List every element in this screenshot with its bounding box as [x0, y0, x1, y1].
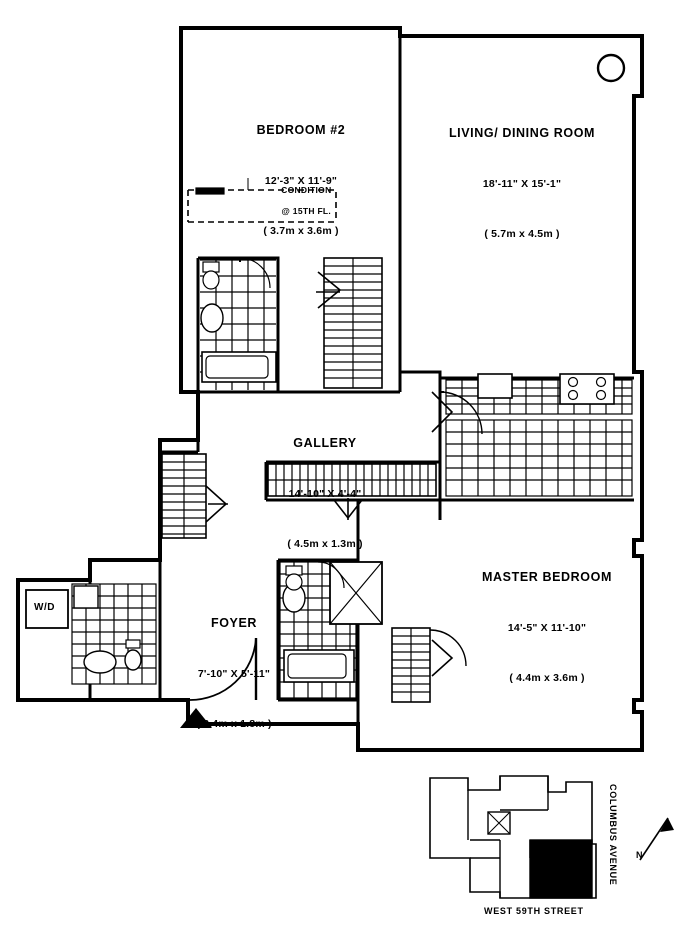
washer-dryer-label: W/D — [34, 602, 55, 613]
compass-arrow — [640, 818, 674, 860]
living-dining-dim-m: ( 5.7m x 4.5m ) — [484, 228, 560, 241]
room-label-gallery — [240, 398, 410, 589]
living-dining-dim-ft: 18'-11" X 15'-1" — [482, 178, 562, 191]
gallery-name: GALLERY — [293, 435, 357, 450]
living-dining-name: LIVING/ DINING ROOM — [448, 125, 596, 140]
foyer-dim-m: ( 2.4m x 1.8m ) — [196, 718, 272, 731]
foyer-name: FOYER — [210, 615, 258, 630]
room-label-foyer — [176, 578, 292, 769]
compass-north-label: N — [636, 850, 643, 860]
keymap-avenue-label: COLUMBUS AVENUE — [608, 784, 618, 886]
condition-note-line2: @ 15TH FL. — [281, 205, 332, 216]
keymap-street-label: WEST 59TH STREET — [484, 906, 584, 916]
master-bedroom-dim-ft: 14'-5" X 11'-10" — [507, 622, 587, 635]
bedroom2-name: BEDROOM #2 — [256, 122, 346, 137]
gallery-dim-ft: 14'-10" X 4'-4" — [288, 488, 362, 501]
kitchen-fixtures — [432, 374, 632, 496]
foyer-dim-ft: 7'-10" X 5'-11" — [197, 668, 271, 681]
master-bedroom-dim-m: ( 4.4m x 3.6m ) — [509, 672, 585, 685]
column-circle — [598, 55, 624, 81]
room-label-living-dining — [422, 88, 622, 279]
foyer-closet-hatch — [162, 454, 206, 538]
bedroom2-dim-ft: 12'-3" X 11'-9" — [264, 175, 338, 188]
bedroom2-dim-m: ( 3.7m x 3.6m ) — [263, 225, 339, 238]
master-bedroom-name: MASTER BEDROOM — [482, 569, 612, 584]
room-label-master-bedroom — [444, 532, 650, 723]
unit-highlight — [530, 840, 592, 898]
key-map — [430, 776, 596, 898]
master-closet-hatch — [392, 628, 430, 702]
condition-note — [246, 174, 356, 227]
condition-note-line1: CONDITION — [281, 184, 332, 195]
gallery-dim-m: ( 4.5m x 1.3m ) — [287, 538, 363, 551]
closet-hatch-1 — [324, 258, 382, 388]
